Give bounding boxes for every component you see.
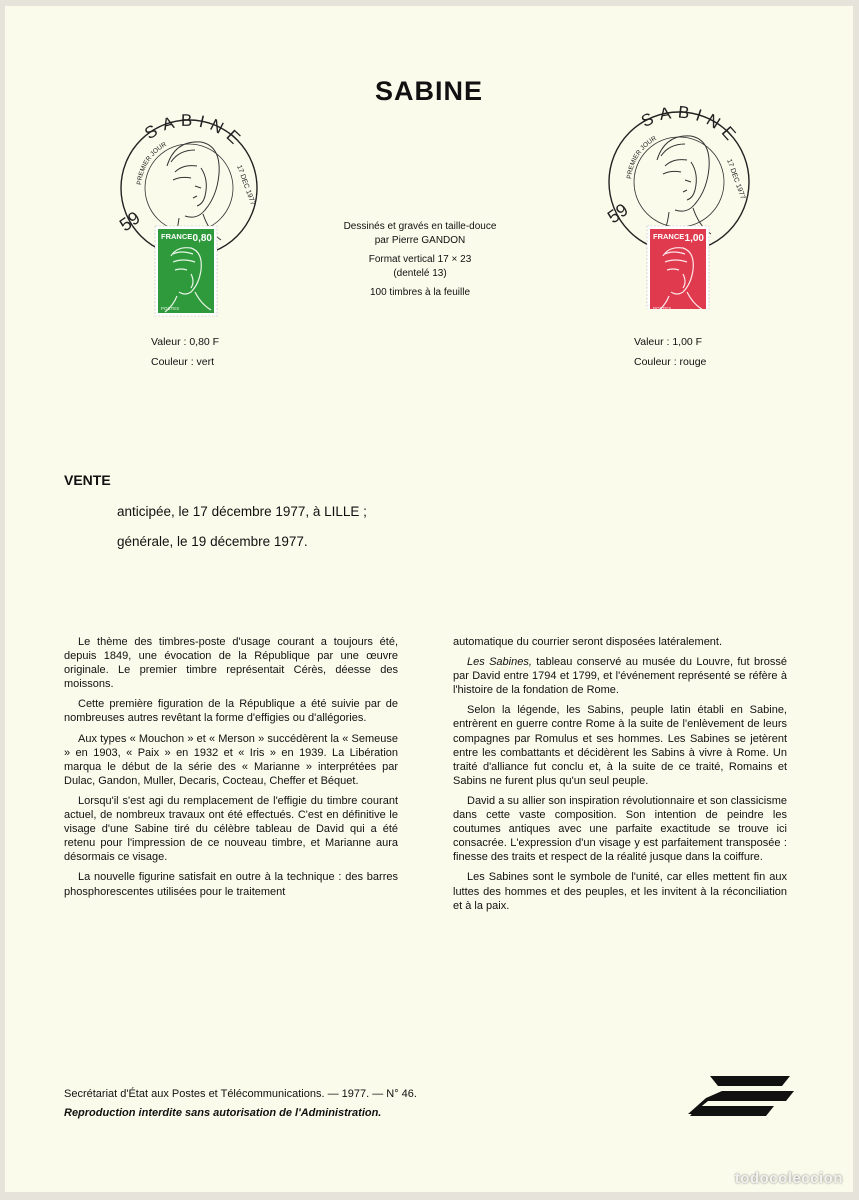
postmark-left-title: SABINE <box>141 110 249 152</box>
stamp-right-valeur: Valeur : 1,00 F <box>634 336 703 348</box>
vente-heading: VENTE <box>64 472 111 488</box>
stamp-left-valeur: Valeur : 0,80 F <box>151 336 220 348</box>
page-title: SABINE <box>374 76 483 106</box>
postmark-right-date: 17 DEC 1977 <box>725 158 747 201</box>
stamp-right-couleur: Couleur : rouge <box>634 356 707 368</box>
body-right-p1-text: tableau conservé au musée du Louvre, fut brossé par David entre 1794 et 1799, et l'événement représenté se réfère à l'histoire de la fondation de Rome. <box>453 656 787 697</box>
specs-line-5: 100 timbres à la feuille <box>369 287 471 298</box>
stamp-specs <box>305 220 535 300</box>
stamp-group-right <box>597 94 757 309</box>
stamp-right-imprint: POSTES <box>653 306 672 309</box>
body-left-paragraph: Cette première figuration de la République a été suivie par de nombreuses autres revêtant la forme d'effigies ou d'allégories. <box>64 698 398 725</box>
postmark-right-dept: 59 <box>603 199 632 228</box>
sabine-stamp-left-icon <box>155 226 217 316</box>
document-sheet <box>5 6 853 1192</box>
body-right-paragraph: Les Sabines sont le symbole de l'unité, car elles mettent fin aux luttes des hommes et des peuples, et les invitent à la réconciliation et à la paix. <box>453 871 787 912</box>
stamp-left-couleur: Couleur : vert <box>151 356 215 368</box>
body-column-left <box>64 635 398 905</box>
postmark-right-ring: PREMIER JOUR <box>626 135 658 180</box>
body-right-paragraph <box>453 655 787 697</box>
watermark: todocoleccion <box>734 1170 843 1187</box>
stamp-left-imprint: POSTES <box>161 306 180 311</box>
vente-generale: générale, le 19 décembre 1977. <box>117 534 308 549</box>
footer-credit: Secrétariat d'État aux Postes et Télécommunications. — 1977. — N° 46. <box>64 1088 417 1100</box>
specs-line-1: Dessinés et gravés en taille-douce <box>343 221 497 232</box>
body-right-paragraph: Selon la légende, les Sabins, peuple latin établi en Sabine, entrèrent en guerre contre Rome à la suite de l'enlèvement de leurs compagnes par Romulus et ses hommes. Les Sabines se jetèrent entre les combattants et décidèrent les Sabins à vivre à Rome. Un traité d'alliance fut conclu et, à la suite de ce traité, Romains et Sabins ne furent plus qu'un seul peuple. <box>453 704 787 787</box>
specs-line-4: (dentelé 13) <box>393 268 447 279</box>
body-left-paragraph: Le thème des timbres-poste d'usage courant a toujours été, depuis 1849, une évocation de la République par une œuvre originale. Le premier timbre représentait Cérès, déesse des moissons. <box>64 636 398 691</box>
body-column-right <box>453 635 787 919</box>
postmark-left-ring: PREMIER JOUR <box>136 141 168 186</box>
stamp-left-value: 0,80 <box>192 233 212 244</box>
specs-line-3: Format vertical 17 × 23 <box>368 254 472 265</box>
sabine-stamp-right-icon <box>647 226 709 309</box>
body-left-paragraph: Lorsqu'il s'est agi du remplacement de l'effigie du timbre courant actuel, de nombreux travaux ont été effectués. C'est en définitive le visage d'une Sabine tiré du célèbre tableau de David qui a été retenu pour l'impression de ce nouveau timbre, et Marianne aura désormais ce visage. <box>64 794 398 864</box>
stamp-right-country: FRANCE <box>653 232 685 241</box>
painting-title: Les Sabines, <box>467 656 532 669</box>
stamp-group-left <box>105 106 265 321</box>
footer-notice: Reproduction interdite sans autorisation de l'Administration. <box>64 1107 382 1119</box>
vente-anticipee: anticipée, le 17 décembre 1977, à LILLE ; <box>117 504 367 519</box>
la-poste-logo-icon <box>688 1070 798 1126</box>
body-right-continuation: automatique du courrier seront disposées latéralement. <box>453 636 723 648</box>
postmark-right-title: SABINE <box>638 102 744 149</box>
specs-line-2: par Pierre GANDON <box>374 235 466 246</box>
stamp-left-country: FRANCE <box>161 232 193 241</box>
body-right-paragraph: David a su allier son inspiration révolutionnaire et son classicisme dans cette vaste composition. Son intention de peindre les coutumes antiques avec une parfaite exactitude se trouve ici consacrée. L'expression d'un visage y est parfaitement transposée : finesse des traits et respect de la réalité jusque dans la coiffure. <box>453 794 787 864</box>
body-left-paragraph: La nouvelle figurine satisfait en outre à la technique : des barres phosphorescentes utilisées pour le traitement <box>64 871 398 898</box>
body-left-paragraph: Aux types « Mouchon » et « Merson » succédèrent la « Semeuse » en 1903, « Paix » en 1932 et « Iris » en 1939. La Libération marqua le début de la série des « Marianne » interprétées par Dulac, Gandon, Muller, Decaris, Cocteau, Cheffer et Béquet. <box>64 732 398 787</box>
postmark-left-dept: 59 <box>115 207 144 236</box>
postmark-left-date: 17 DEC 1977 <box>235 164 257 207</box>
stamp-right-value: 1,00 <box>684 233 704 244</box>
